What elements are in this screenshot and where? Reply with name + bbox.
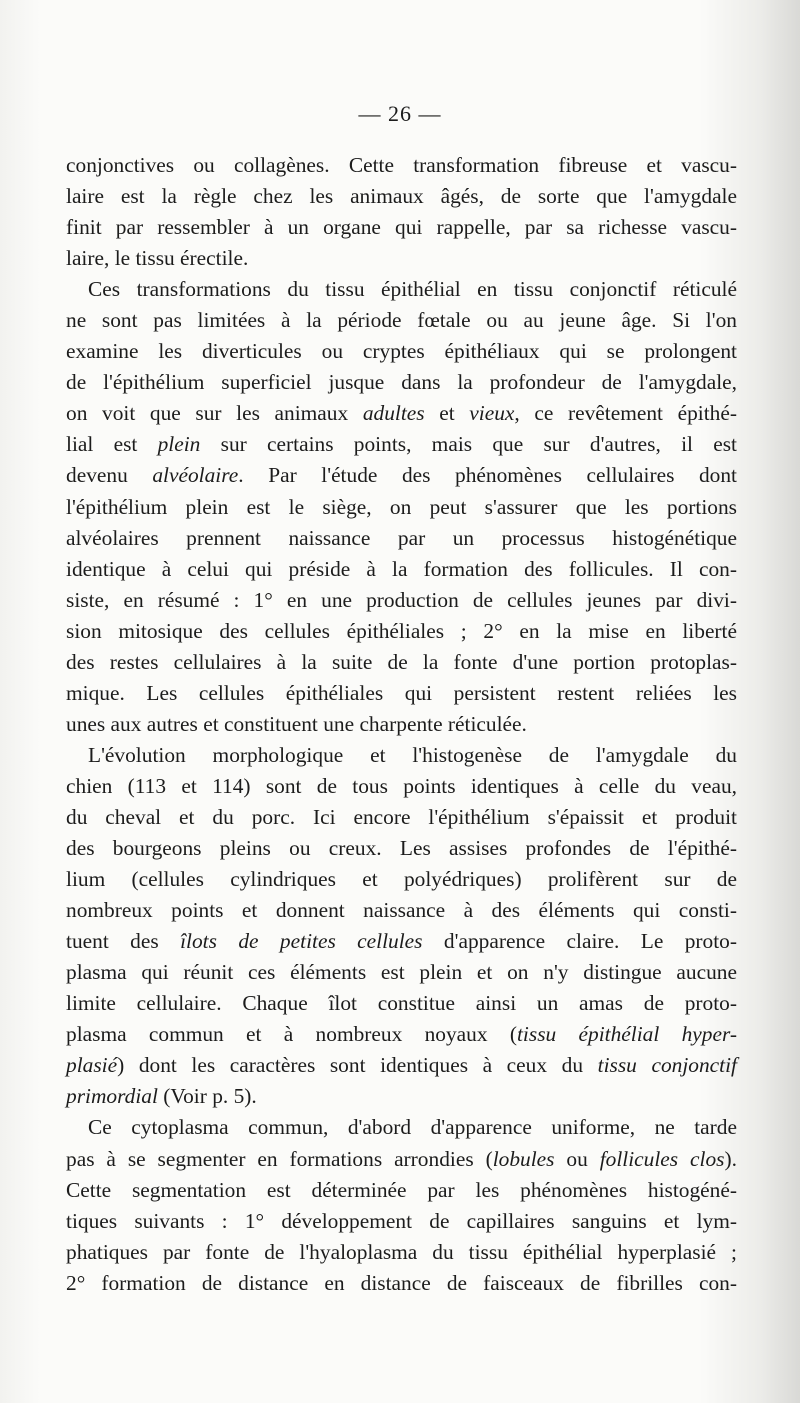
text-run: limite cellulaire. Chaque îlot constitue ainsi un amas de proto-: [66, 991, 737, 1016]
text-run: d'apparence claire. Le proto-: [422, 929, 738, 954]
text-run: . Par l'étude des phénomènes cellulaires dont: [238, 463, 737, 488]
text-run: l'épithélium plein est le siège, on peut s'assurer que les portions: [66, 494, 737, 519]
italic-term: tissu conjonctif: [597, 1053, 737, 1078]
text-line: [66, 181, 737, 212]
text-line: [66, 833, 737, 864]
text-line: [66, 398, 737, 429]
text-run: tiques suivants : 1° développement de capillaires sanguins et lym-: [66, 1208, 737, 1233]
text-run: L'évolution morphologique et l'histogenèse de l'amygdale du: [88, 742, 737, 767]
text-run: du cheval et du porc. Ici encore l'épithélium s'épaissit et produit: [66, 804, 737, 829]
italic-term: tissu épithélial hyper-: [516, 1022, 737, 1047]
text-run: unes aux autres et constituent une charpente réticulée.: [66, 711, 527, 736]
text-run: ).: [724, 1146, 737, 1171]
text-line: [66, 616, 737, 647]
text-line: [66, 1019, 737, 1050]
text-line: [66, 988, 737, 1019]
text-line: [66, 678, 737, 709]
text-run: ou: [554, 1146, 600, 1171]
italic-term: îlots de petites cellules: [180, 929, 423, 954]
text-line: [66, 460, 737, 491]
text-line: [66, 305, 737, 336]
text-run: laire est la règle chez les animaux âgés, de sorte que l'amygdale: [66, 184, 737, 209]
text-line: [66, 274, 737, 305]
text-run: des restes cellulaires à la suite de la fonte d'une portion protoplas-: [66, 649, 737, 674]
text-run: devenu: [66, 463, 153, 488]
text-run: plasma qui réunit ces éléments est plein et on n'y distingue aucune: [66, 960, 737, 985]
body-text: [66, 150, 737, 1299]
italic-term: adultes: [362, 401, 425, 426]
text-line: [66, 802, 737, 833]
text-line: [66, 585, 737, 616]
text-run: sur certains points, mais que sur d'autres, il est: [200, 432, 737, 457]
text-line: [66, 709, 737, 740]
italic-term: lobules: [492, 1146, 555, 1171]
text-run: nombreux points et donnent naissance à des éléments qui consti-: [66, 898, 737, 923]
text-line: [66, 957, 737, 988]
italic-term: follicules clos: [599, 1146, 725, 1171]
text-line: [66, 1050, 737, 1081]
text-run: siste, en résumé : 1° en une production de cellules jeunes par divi-: [66, 587, 737, 612]
text-run: chien (113 et 114) sont de tous points identiques à celle du veau,: [66, 773, 737, 798]
italic-term: vieux: [469, 401, 515, 426]
text-line: [66, 1175, 737, 1206]
text-run: lial est: [66, 432, 158, 457]
text-line: [66, 1081, 737, 1112]
text-run: ) dont les caractères sont identiques à ceux du: [117, 1053, 598, 1078]
text-run: tuent des: [66, 929, 181, 954]
text-run: sion mitosique des cellules épithéliales ; 2° en la mise en liberté: [66, 618, 737, 643]
text-run: mique. Les cellules épithéliales qui persistent restent reliées les: [66, 680, 737, 705]
text-line: [66, 367, 737, 398]
text-run: finit par ressembler à un organe qui rappelle, par sa richesse vascu-: [66, 215, 737, 240]
text-line: [66, 647, 737, 678]
text-run: 2° formation de distance en distance de faisceaux de fibrilles con-: [66, 1270, 737, 1295]
text-run: plasma commun et à nombreux noyaux (: [66, 1022, 517, 1047]
text-run: Ce cytoplasma commun, d'abord d'apparence uniforme, ne tarde: [88, 1115, 737, 1140]
text-run: des bourgeons pleins ou creux. Les assises profondes de l'épithé-: [66, 836, 737, 861]
text-run: ne sont pas limitées à la période fœtale ou au jeune âge. Si l'on: [66, 308, 737, 333]
text-run: Cette segmentation est déterminée par les phénomènes histogéné-: [66, 1177, 737, 1202]
text-line: [66, 1112, 737, 1143]
text-run: identique à celui qui préside à la formation des follicules. Il con-: [66, 556, 737, 581]
italic-term: plein: [157, 432, 201, 457]
text-line: [66, 336, 737, 367]
text-run: et: [424, 401, 470, 426]
text-run: , ce revêtement épithé-: [514, 401, 737, 426]
text-line: [66, 1206, 737, 1237]
text-run: lium (cellules cylindriques et polyédriques) prolifèrent sur de: [66, 867, 737, 892]
italic-term: plasié: [66, 1053, 118, 1078]
text-run: examine les diverticules ou cryptes épithéliaux qui se prolongent: [66, 339, 737, 364]
text-line: [66, 243, 737, 274]
text-line: [66, 864, 737, 895]
text-run: alvéolaires prennent naissance par un processus histogénétique: [66, 525, 737, 550]
page-number: — 26 —: [358, 101, 442, 126]
text-line: [66, 926, 737, 957]
text-line: [66, 1144, 737, 1175]
text-run: (Voir p. 5).: [157, 1084, 257, 1109]
text-run: Ces transformations du tissu épithélial en tissu conjonctif réticulé: [88, 277, 737, 302]
text-run: pas à se segmenter en formations arrondies (: [66, 1146, 493, 1171]
text-line: [66, 429, 737, 460]
text-line: [66, 523, 737, 554]
text-line: [66, 771, 737, 802]
text-run: conjonctives ou collagènes. Cette transformation fibreuse et vascu-: [66, 153, 737, 177]
text-run: de l'épithélium superficiel jusque dans la profondeur de l'amygdale,: [66, 370, 737, 395]
text-line: [66, 150, 737, 181]
text-run: on voit que sur les animaux: [66, 401, 363, 426]
italic-term: alvéolaire: [152, 463, 239, 488]
text-line: [66, 1237, 737, 1268]
text-line: [66, 554, 737, 585]
text-line: [66, 492, 737, 523]
text-run: laire, le tissu érectile.: [66, 246, 249, 271]
text-line: [66, 1268, 737, 1299]
text-line: [66, 895, 737, 926]
text-line: [66, 740, 737, 771]
text-line: [66, 212, 737, 243]
text-run: phatiques par fonte de l'hyaloplasma du tissu épithélial hyperplasié ;: [66, 1239, 737, 1264]
italic-term: primordial: [66, 1084, 158, 1109]
